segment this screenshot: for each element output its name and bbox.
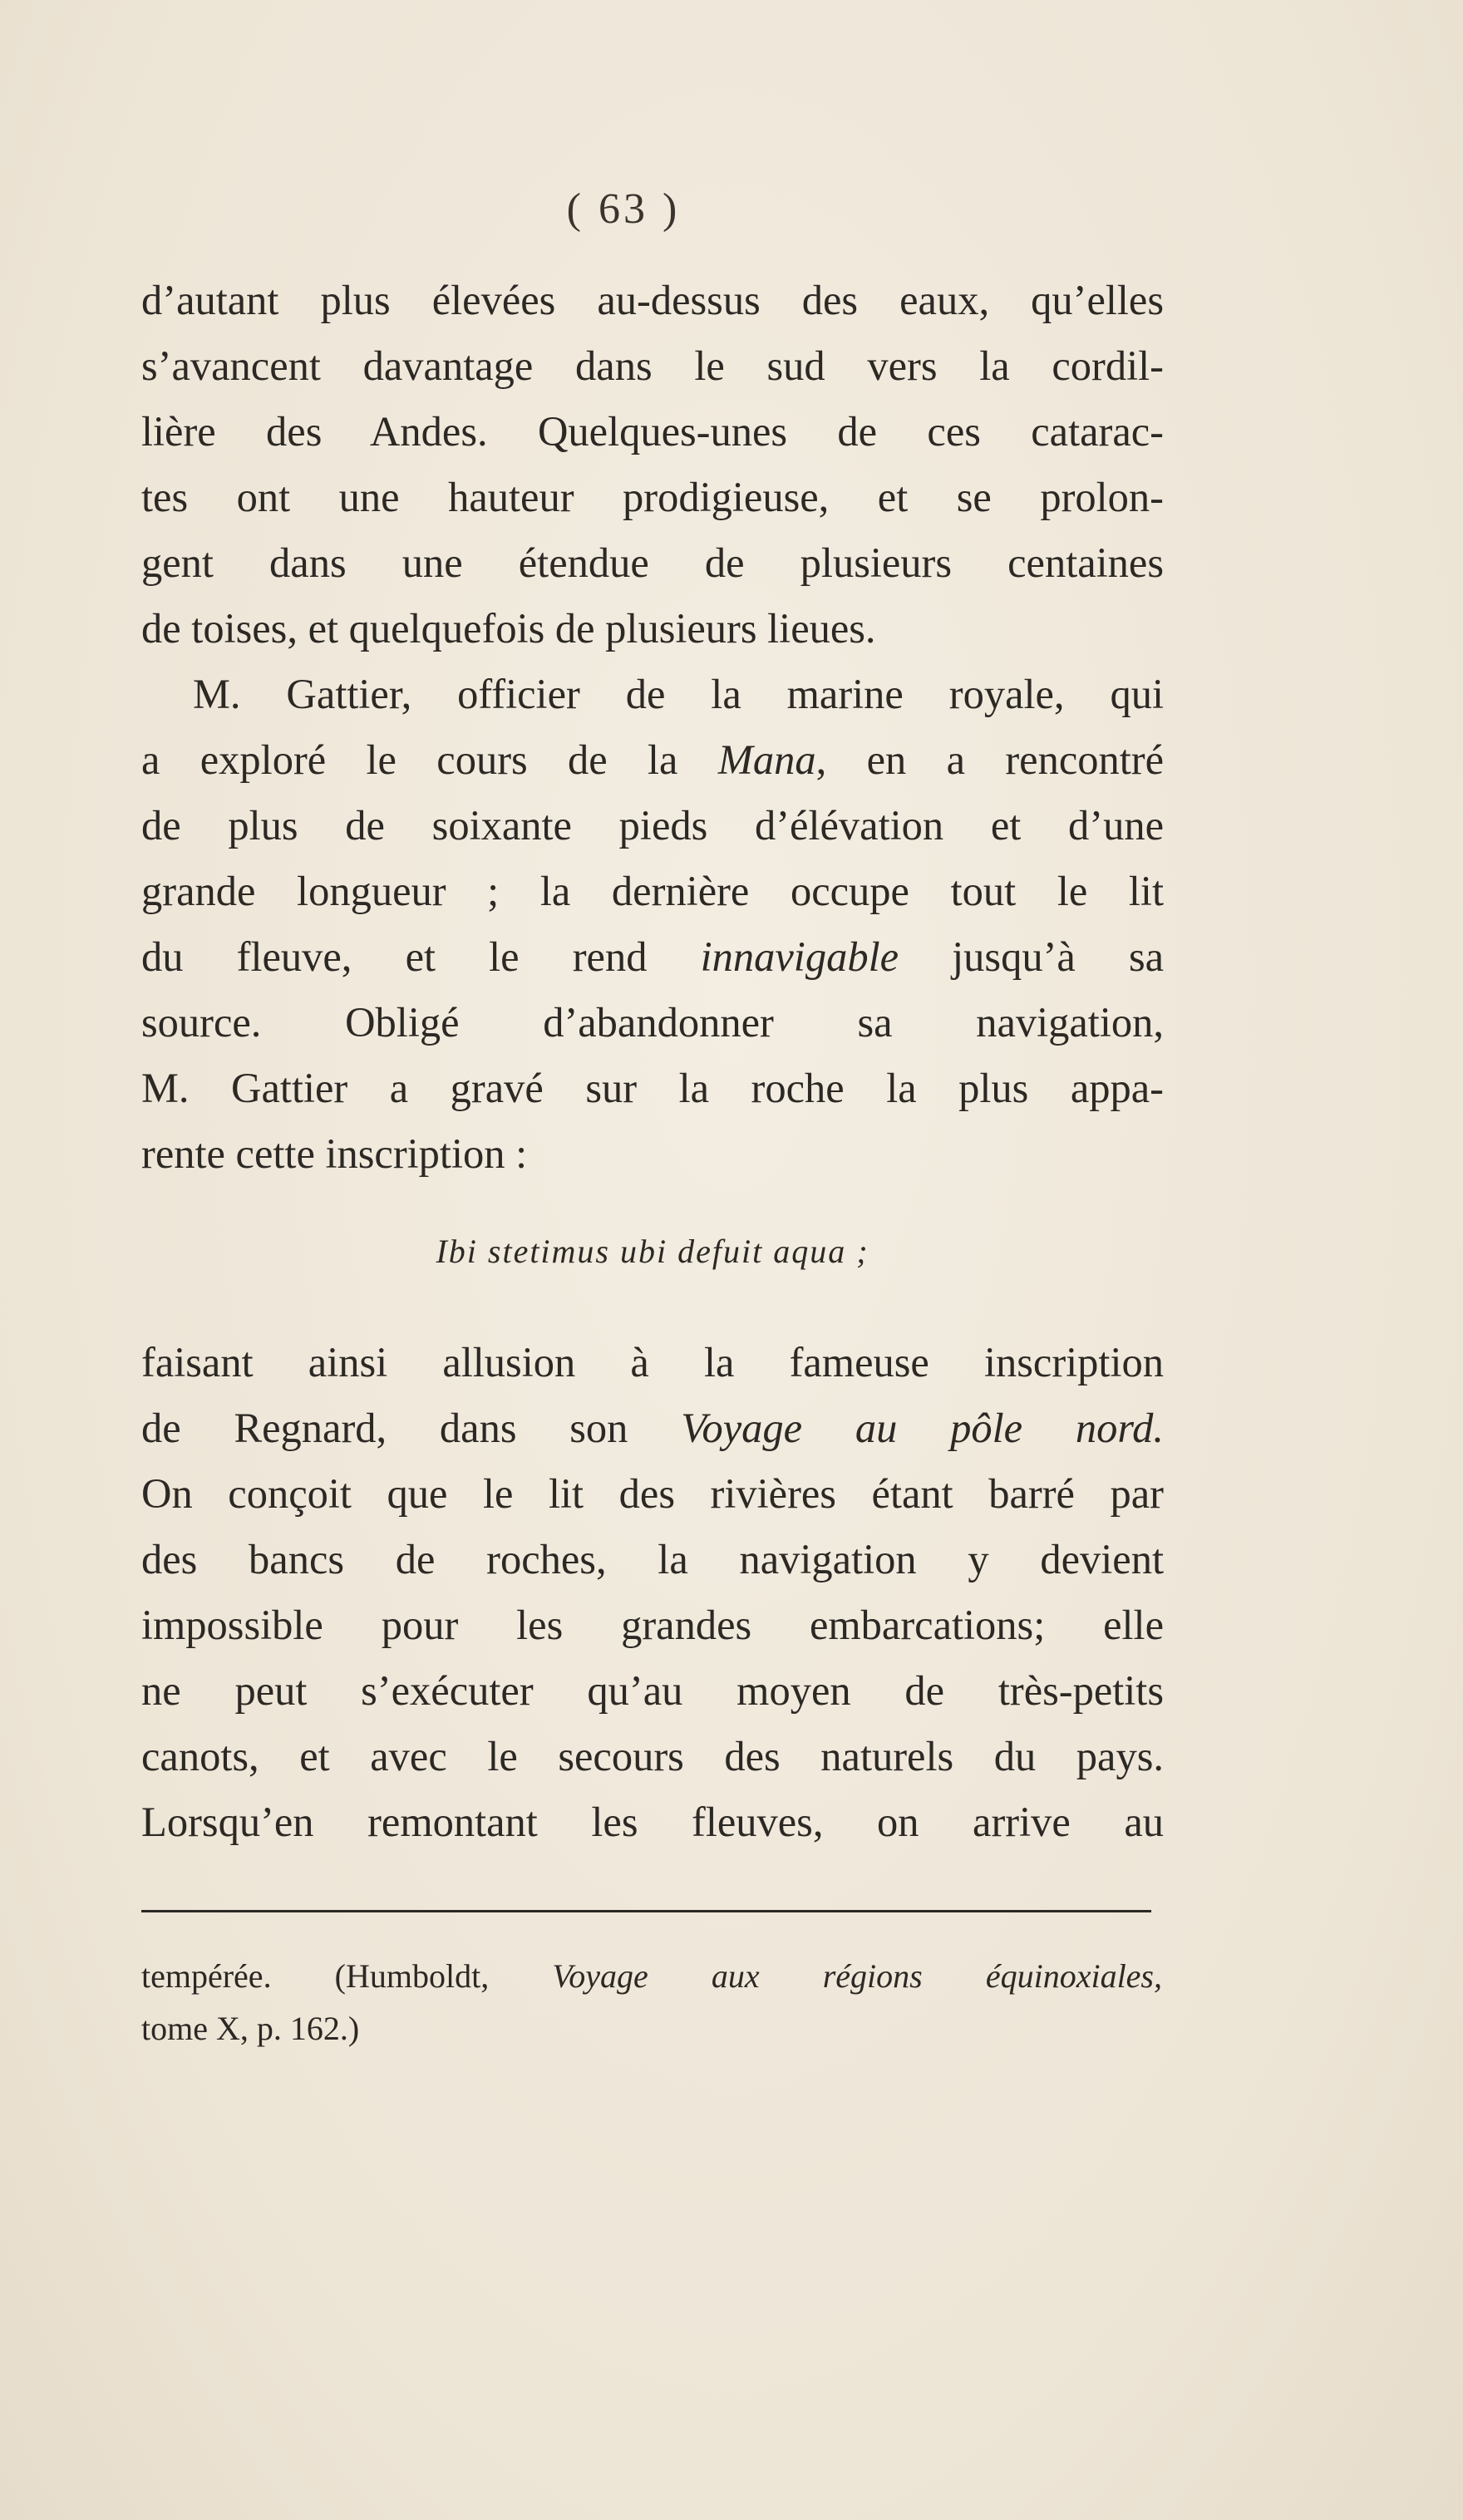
text-line (141, 924, 1164, 990)
text-line (141, 727, 1164, 793)
citation-title-italic: Voyage aux régions équinoxiales, (552, 1957, 1162, 1995)
text-run: , en a rencontré (815, 736, 1164, 783)
book-title-italic: Voyage au pôle nord. (681, 1405, 1164, 1451)
text-line: tes ont une hauteur prodigieuse, et se prolon- (141, 474, 1164, 520)
text-run: jusqu’à sa (899, 933, 1165, 980)
text-line: lière des Andes. Quelques-unes de ces catarac- (141, 408, 1164, 455)
text-line: gent dans une étendue de plusieurs centaines (141, 539, 1164, 586)
footnote-divider (141, 1910, 1151, 1912)
text-line: d’autant plus élevées au-dessus des eaux, qu’elles (141, 277, 1164, 323)
text-line: impossible pour les grandes embarcations; elle (141, 1602, 1164, 1648)
text-line: M. Gattier a gravé sur la roche la plus appa- (141, 1065, 1164, 1111)
footnote (141, 1950, 1162, 2055)
main-text-block-2 (141, 1330, 1164, 1855)
footnote-line (141, 1950, 1162, 2002)
main-text-block (141, 268, 1164, 1187)
text-run: a exploré le cours de la (141, 736, 718, 783)
latin-inscription: Ibi stetimus ubi defuit aqua ; (436, 1233, 869, 1270)
river-name-italic: Mana (717, 736, 816, 783)
text-line: ne peut s’exécuter qu’au moyen de très-petits (141, 1667, 1164, 1714)
text-line: Lorsqu’en remontant les fleuves, on arrive au (141, 1799, 1164, 1845)
text-run: tempérée. (Humboldt, (141, 1957, 553, 1995)
text-line: de toises, et quelquefois de plusieurs lieues. (141, 605, 876, 652)
text-line: des bancs de roches, la navigation y devient (141, 1536, 1164, 1582)
text-line: s’avancent davantage dans le sud vers la cordil- (141, 342, 1164, 389)
text-line (141, 1395, 1164, 1461)
text-line: canots, et avec le secours des naturels du pays. (141, 1733, 1164, 1779)
text-line: rente cette inscription : (141, 1130, 528, 1177)
text-line: grande longueur ; la dernière occupe tout le lit (141, 868, 1164, 914)
page-number: ( 63 ) (566, 185, 681, 233)
text-line: On conçoit que le lit des rivières étant barré par (141, 1470, 1164, 1517)
italic-word: innavigable (700, 933, 899, 980)
text-line: M. Gattier, officier de la marine royale, qui (193, 671, 1164, 717)
text-line: faisant ainsi allusion à la fameuse inscription (141, 1339, 1164, 1386)
footnote-line: tome X, p. 162.) (141, 2010, 360, 2047)
text-run: du fleuve, et le rend (141, 933, 701, 980)
text-line: de plus de soixante pieds d’élévation et d’une (141, 802, 1164, 849)
text-line: source. Obligé d’abandonner sa navigation, (141, 999, 1164, 1046)
text-run: de Regnard, dans son (141, 1405, 682, 1451)
